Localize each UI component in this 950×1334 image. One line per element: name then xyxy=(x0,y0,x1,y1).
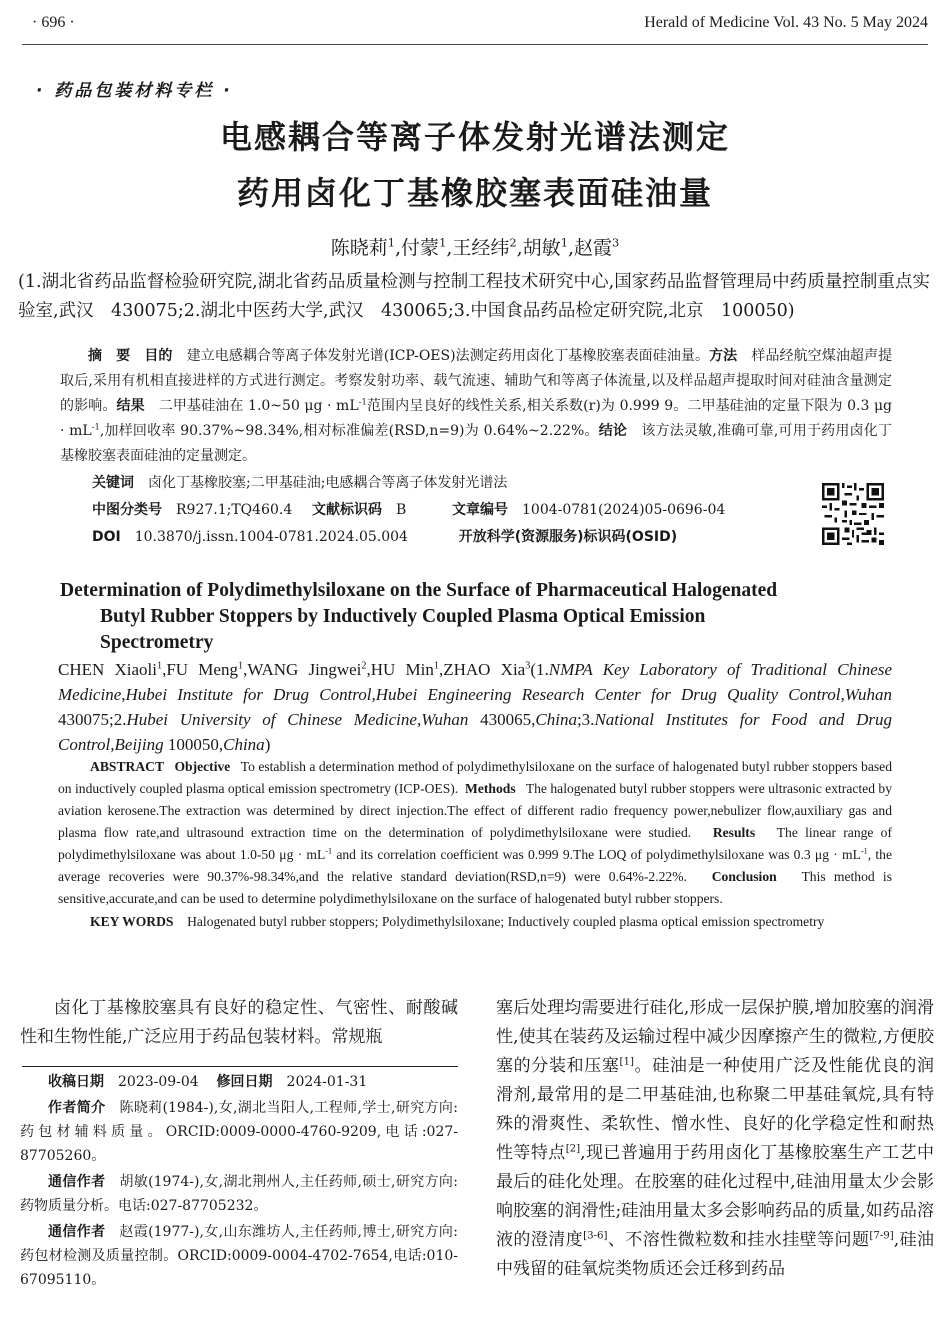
affil2-code: 430065, xyxy=(468,710,536,729)
journal-citation: Herald of Medicine Vol. 43 No. 5 May 2024 xyxy=(644,14,928,31)
unit-sup: -1 xyxy=(325,846,333,856)
corresponding-author-2 xyxy=(20,1220,458,1292)
results-text: 范围内呈良好的线性关系,相关系数(r)为 0.999 9。二甲基硅油的定量下限为 0.3 μg · mL xyxy=(60,398,893,439)
affil1-code: 430075;2. xyxy=(58,710,127,729)
running-header xyxy=(32,14,928,42)
abstract-en xyxy=(58,756,892,933)
corr-label: 通信作者 xyxy=(48,1174,106,1190)
revised-label: 修回日期 xyxy=(216,1074,273,1090)
results-en-text: and its correlation coefficient was 0.999 9.The LOQ of polydimethylsiloxane was 0.3 μg · mL xyxy=(332,847,861,862)
objective-text: 建立电感耦合等离子体发射光谱(ICP-OES)法测定药用卤化丁基橡胶塞表面硅油量。 xyxy=(186,348,710,364)
methods-text: 样品经航空煤油超声提取后,采用有机相直接进样的方式进行测定。考察发射功率、载气流速、辅助气和等离子体流量,以及样品超声提取时间对硅油含量测定的影响。 xyxy=(60,348,893,414)
bio-label: 作者简介 xyxy=(48,1100,106,1116)
affil3-text: National Institutes for Food and Drug Control,Beijing xyxy=(58,710,892,754)
unit-sup: -1 xyxy=(860,846,868,856)
clc-value: R927.1;TQ460.4 xyxy=(176,502,293,518)
author-sup: 1 xyxy=(439,235,447,250)
doi-row xyxy=(92,526,691,546)
author-sup: 1 xyxy=(560,235,568,250)
abstract-label: 摘 要 xyxy=(88,348,131,364)
column-tag: · 药品包装材料专栏 · xyxy=(36,81,233,101)
keywords-en xyxy=(58,911,892,933)
footnote-rule xyxy=(22,1066,458,1067)
conclusion-label: 结论 xyxy=(598,423,628,439)
affiliation-cn: (1.湖北省药品监督检验研究院,湖北省药品质量检测与控制工程技术研究中心,国家药品监督管理局中药质量控制重点实验室,武汉 430075;2.湖北中医药大学,武汉 430065;3.中国食品药品检定研究院,北京 100050) xyxy=(18,272,930,321)
clc-label: 中图分类号 xyxy=(92,502,162,518)
osid-label: 开放科学(资源服务)标识码(OSID) xyxy=(458,529,678,545)
affil2-country: China xyxy=(535,710,577,729)
received-value: 2023-09-04 xyxy=(118,1074,199,1090)
corr-value: 赵霞(1977-),女,山东潍坊人,主任药师,博士,研究方向:药包材检测及质量控制。ORCID:0009-0004-4702-7654,电话:010-67095110。 xyxy=(20,1224,459,1288)
author-name: ZHAO Xia xyxy=(443,660,526,679)
body-text: ,现已普遍用于药用卤化丁基橡胶塞生产工艺中最后的硅化处理。在胶塞的硅化过程中,硅油用量太少会影响胶塞的润滑性;硅油用量太多会影响药品的质量,如药品溶液的澄清度 xyxy=(496,1143,935,1250)
page-number: · 696 · xyxy=(32,14,75,31)
abstract-en-label: ABSTRACT xyxy=(90,759,165,774)
methods-en-label: Methods xyxy=(465,781,516,796)
body-text: 塞后处理均需要进行硅化,形成一层保护膜,增加胶塞的润滑性,使其在装药及运输过程中减少因摩擦产生的微粒,方便胶塞的分装和压塞 xyxy=(496,998,934,1076)
author-name: FU Meng xyxy=(166,660,238,679)
doi-label: DOI xyxy=(92,529,121,545)
article-no-value: 1004-0781(2024)05-0696-04 xyxy=(522,502,726,518)
objective-en-label: Objective xyxy=(174,759,231,774)
author-name: 胡敏 xyxy=(522,237,561,259)
results-en-text: , the average recoveries were 90.37%-98.34%,and the relative standard deviation(RSD,n=9) were 0.64%-2.22%. xyxy=(58,847,892,884)
author-name: WANG Jingwei xyxy=(247,660,362,679)
revised-value: 2024-01-31 xyxy=(286,1074,368,1090)
results-en-text: The linear range of polydimethylsiloxane was about 1.0-50 μg · mL xyxy=(58,825,892,862)
doc-code-label: 文献标识码 xyxy=(312,502,382,518)
objective-en-text: To establish a determination method of polydimethylsiloxane on the surface of halogenated butyl rubber stoppers based on inductively coupled plasma optical emission spectrometry (ICP-OES). xyxy=(58,759,892,796)
citation-ref[interactable]: [3-6] xyxy=(583,1230,608,1242)
received-label: 收稿日期 xyxy=(48,1074,104,1090)
author-name: CHEN Xiaoli xyxy=(58,660,157,679)
title-cn-line2: 药用卤化丁基橡胶塞表面硅油量 xyxy=(236,174,713,212)
title-en-line2: Butyl Rubber Stoppers by Inductively Coupled Plasma Optical Emission xyxy=(100,606,706,627)
body-text: 。硅油是一种使用广泛及性能优良的润滑剂,最常用的是二甲基硅油,也称聚二甲基硅氧烷,具有特殊的滑爽性、柔软性、憎水性、良好的化学稳定性和耐热性等特点 xyxy=(496,1056,935,1163)
body-left-column xyxy=(20,994,458,1052)
body-paragraph: 卤化丁基橡胶塞具有良好的稳定性、气密性、耐酸碱性和生物性能,广泛应用于药品包装材料。常规瓶 xyxy=(20,998,458,1047)
abstract-cn xyxy=(60,344,892,469)
author-bio xyxy=(20,1096,458,1168)
author-name: 赵霞 xyxy=(573,237,612,259)
keywords-label: 关键词 xyxy=(92,475,134,491)
dates-row xyxy=(20,1070,458,1094)
classification-row xyxy=(92,499,725,519)
author-sup: 2 xyxy=(361,660,367,672)
unit-sup: -1 xyxy=(91,421,100,432)
title-en-line1: Determination of Polydimethylsiloxane on the Surface of Pharmaceutical Halogenated xyxy=(60,580,778,601)
affil2-text: Hubei University of Chinese Medicine,Wuhan xyxy=(126,710,469,729)
footnotes xyxy=(20,1070,458,1294)
author-name: 王经纬 xyxy=(452,237,510,259)
author-name: HU Min xyxy=(370,660,434,679)
keywords-en-label: KEY WORDS xyxy=(90,914,174,929)
affil3-country: China xyxy=(223,735,265,754)
affil-close: ) xyxy=(264,735,271,754)
affil3-sep: ;3. xyxy=(576,710,595,729)
results-text: ,加样回收率 90.37%~98.34%,相对标准偏差(RSD,n=9)为 0.64%~2.22%。 xyxy=(99,423,599,439)
results-text: 二甲基硅油在 1.0~50 μg · mL xyxy=(158,398,359,414)
author-sup: 2 xyxy=(509,235,517,250)
keywords-cn xyxy=(92,472,507,492)
title-en xyxy=(60,578,880,656)
doi-value: 10.3870/j.issn.1004-0781.2024.05.004 xyxy=(134,529,408,545)
conclusion-en-label: Conclusion xyxy=(711,869,777,884)
results-label: 结果 xyxy=(116,398,145,414)
author-name: 陈晓莉 xyxy=(330,237,388,259)
objective-label: 目的 xyxy=(144,348,173,364)
author-sup: 1 xyxy=(237,660,244,672)
bio-value: 陈晓莉(1984-),女,湖北当阳人,工程师,学士,研究方向:药包材辅料质量。ORCID:0009-0000-4760-9209,电话:027-87705260。 xyxy=(20,1100,459,1164)
keywords-value: 卤化丁基橡胶塞;二甲基硅油;电感耦合等离子体发射光谱法 xyxy=(148,475,508,491)
author-sup: 1 xyxy=(433,660,439,672)
citation-ref[interactable]: [2] xyxy=(565,1143,581,1155)
author-name: 付蒙 xyxy=(401,237,440,259)
corr-value: 胡敏(1974-),女,湖北荆州人,主任药师,硕士,研究方向:药物质量分析。电话:027-87705232。 xyxy=(20,1174,459,1214)
header-rule xyxy=(22,44,928,45)
article-no-label: 文章编号 xyxy=(452,502,508,518)
affil1-text: NMPA Key Laboratory of Traditional Chinese Medicine,Hubei Institute for Drug Control,Hubei Engineering Research Center for Drug Quality Control,Wuhan xyxy=(58,660,892,704)
unit-sup: -1 xyxy=(358,396,367,407)
citation-ref[interactable]: [1] xyxy=(619,1056,634,1068)
title-en-line3: Spectrometry xyxy=(100,632,214,653)
author-sup: 1 xyxy=(157,660,163,672)
keywords-en-value: Halogenated butyl rubber stoppers; Polydimethylsiloxane; Inductively coupled plasma optical emission spectrometry xyxy=(187,914,825,929)
qr-code[interactable] xyxy=(822,483,884,545)
corresponding-author-1 xyxy=(20,1170,458,1218)
doc-code-value: B xyxy=(396,502,407,518)
results-en-label: Results xyxy=(712,825,756,840)
authors-cn: 陈晓莉$^1$,付蒙$^1$,王经纬$^2$,胡敏$^1$,赵霞$^3$ xyxy=(330,235,620,259)
body-right-column xyxy=(496,994,934,1284)
citation-ref[interactable]: [7-9] xyxy=(869,1230,894,1242)
author-sup: 1 xyxy=(387,235,395,250)
corr-label: 通信作者 xyxy=(48,1224,106,1240)
author-sup: 3 xyxy=(525,660,531,672)
methods-label: 方法 xyxy=(709,348,738,364)
methods-en-text: The halogenated butyl rubber stoppers were ultrasonic extracted by aviation kerosene.The extraction was determined by direct injection.The effect of different radio frequency power,nebulizer flow,auxiliary gas and plasma flow rate,and ultrasound extraction time on the determination of polydimethylsiloxane were studied. xyxy=(58,781,892,840)
conclusion-en-text: This method is sensitive,accurate,and can be used to determine polydimethylsiloxane on the surface of halogenated butyl rubber stoppers. xyxy=(58,869,892,906)
author-sup: 3 xyxy=(612,235,620,250)
body-text: ,硅油中残留的硅氧烷类物质还会迁移到药品 xyxy=(496,1230,935,1279)
affil-open: (1. xyxy=(530,660,549,679)
authors-en: CHEN Xiaoli$^1$,FU Meng$^1$,WANG Jingwei$^2$,HU Min$^1$,ZHAO Xia$^3$(1.NMPA Key Laboratory of Traditional Chinese Medicine,Hubei Institute for Drug Control,Hubei Engineering Research Center for Drug Quality Control,Wuhan 430075;2.Hubei University of Chinese Medicine,Wuhan 430065,China;3.National Institutes for Food and Drug Control,Beijing 100050,China) xyxy=(58,660,892,754)
body-text: 、不溶性微粒数和挂水挂壁等问题 xyxy=(607,1230,870,1250)
affil3-code: 100050, xyxy=(163,735,224,754)
conclusion-text: 该方法灵敏,准确可靠,可用于药用卤化丁基橡胶塞表面硅油的定量测定。 xyxy=(60,423,892,464)
title-cn-line1: 电感耦合等离子体发射光谱法测定 xyxy=(219,118,730,156)
